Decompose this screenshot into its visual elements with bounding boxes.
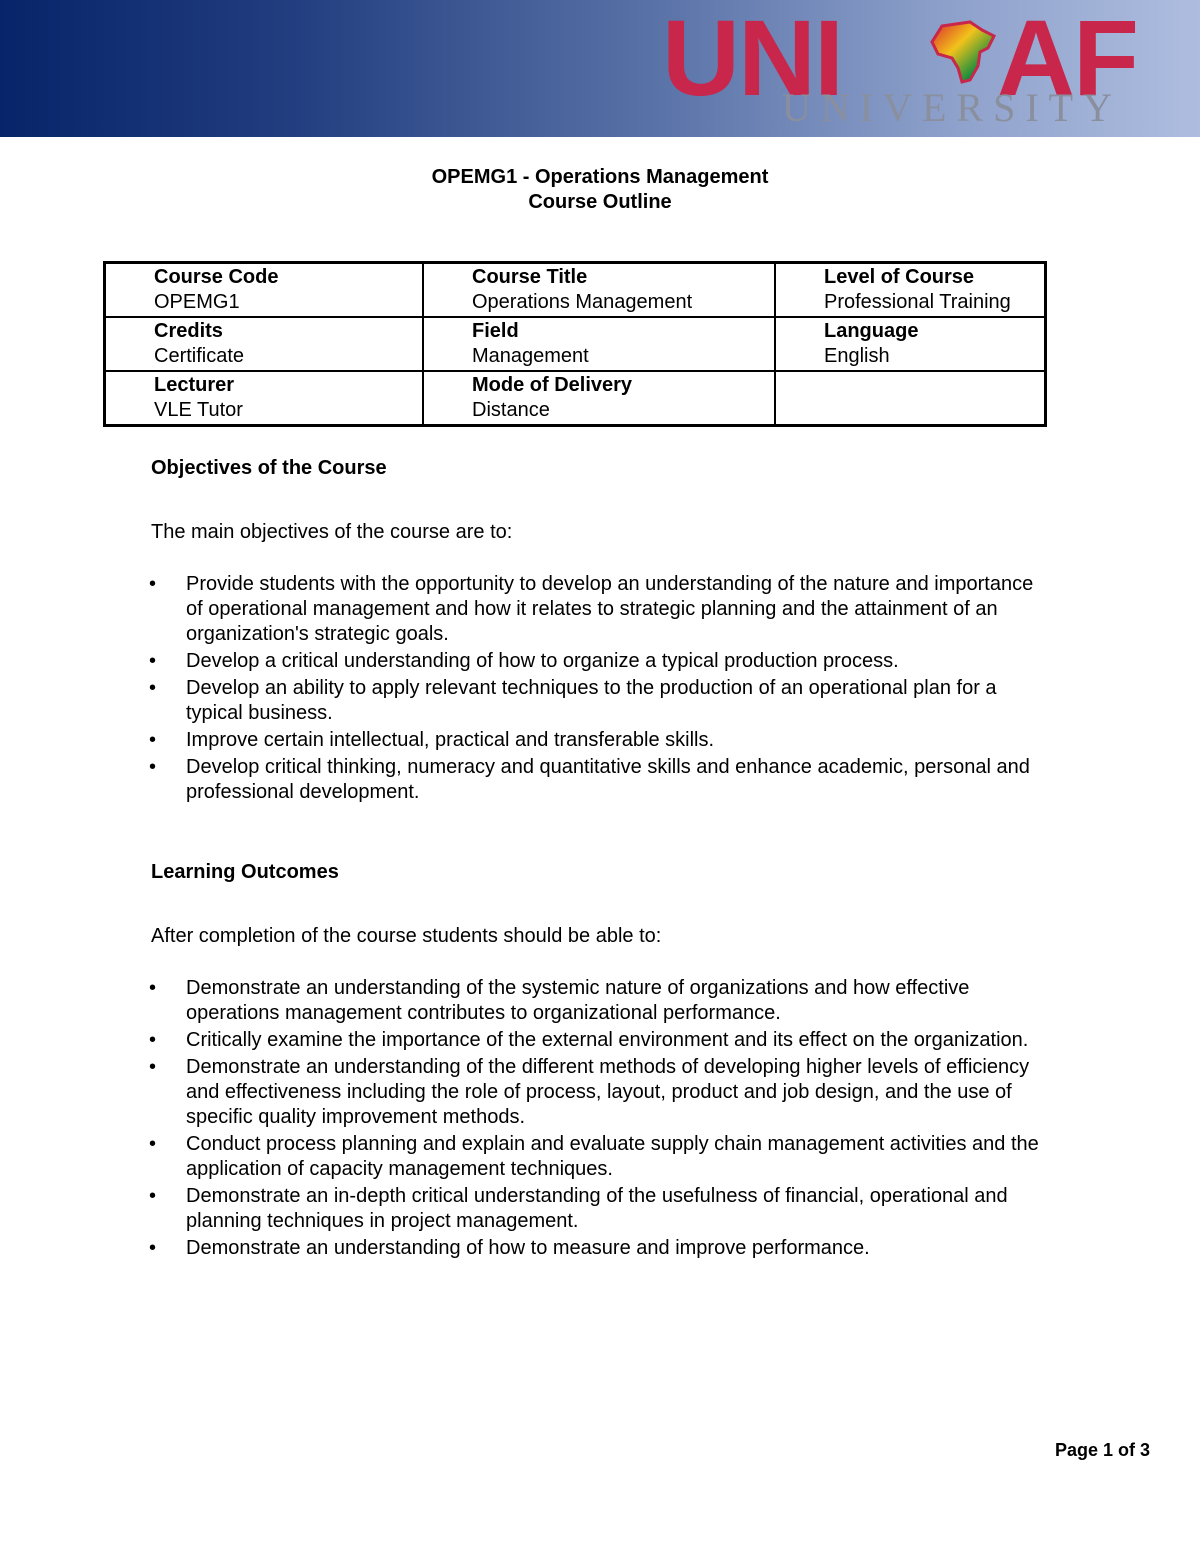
course-info-table (103, 261, 1047, 427)
document-subtitle: Course Outline (528, 191, 672, 213)
list-item-text: Demonstrate an understanding of how to measure and improve performance. (186, 1237, 870, 1259)
list-item-text: Develop critical thinking, numeracy and quantitative skills and enhance academic, personal and professional development. (186, 756, 1030, 803)
list-item (151, 1055, 1051, 1130)
header-band (0, 0, 1200, 137)
cell-label: Mode of Delivery (472, 374, 633, 396)
table-cell (775, 263, 1046, 318)
table-cell (423, 263, 775, 318)
list-item (151, 1132, 1051, 1182)
outcomes-list (151, 976, 1051, 1263)
logo-subtext: UNIVERSITY (782, 85, 1122, 130)
list-item-text: Develop an ability to apply relevant techniques to the production of an operational plan for a typical business. (186, 677, 997, 724)
bullet-icon: • (149, 1185, 157, 1207)
table-cell (423, 317, 775, 371)
table-row (105, 263, 1046, 318)
logo-text-right: AF (997, 0, 1137, 118)
cell-label: Course Code (154, 266, 279, 288)
list-item-text: Provide students with the opportunity to develop an understanding of the nature and importance of operational management and how it relates to strategic planning and the attainment of an organization's strategic goals. (186, 573, 1034, 645)
university-logo (662, 0, 1142, 130)
bullet-icon: • (149, 1029, 157, 1051)
cell-label: Course Title (472, 266, 588, 288)
list-item-text: Improve certain intellectual, practical and transferable skills. (186, 729, 715, 751)
list-item (151, 976, 1051, 1026)
table-row (105, 371, 1046, 426)
cell-value: OPEMG1 (154, 291, 240, 313)
africa-map-icon (924, 18, 1004, 88)
section-heading: Learning Outcomes (151, 861, 339, 883)
bullet-icon: • (149, 1056, 157, 1078)
cell-label: Level of Course (824, 266, 975, 288)
cell-value: Certificate (154, 345, 245, 367)
bullet-icon: • (149, 677, 157, 699)
table-cell (775, 317, 1046, 371)
list-item (151, 572, 1051, 647)
bullet-icon: • (149, 756, 157, 778)
logo-text-left: UNI (662, 0, 842, 118)
list-item-text: Develop a critical understanding of how to organize a typical production process. (186, 650, 899, 672)
cell-value: Distance (472, 399, 550, 421)
bullet-icon: • (149, 1133, 157, 1155)
list-item (151, 1028, 1051, 1053)
cell-value: Professional Training (824, 291, 1011, 313)
list-item-text: Conduct process planning and explain and evaluate supply chain management activities and the application of capacity management techniques. (186, 1133, 1039, 1180)
cell-value: Operations Management (472, 291, 693, 313)
bullet-icon: • (149, 977, 157, 999)
cell-value: VLE Tutor (154, 399, 243, 421)
cell-label: Language (824, 320, 919, 342)
list-item (151, 649, 1051, 674)
cell-label: Field (472, 320, 519, 342)
list-item (151, 1236, 1051, 1261)
list-item (151, 755, 1051, 805)
bullet-icon: • (149, 650, 157, 672)
table-cell (775, 371, 1046, 426)
objectives-heading (151, 456, 1051, 481)
table-row (105, 317, 1046, 371)
table-cell (105, 263, 424, 318)
page-number: Page 1 of 3 (1054, 1440, 1150, 1460)
bullet-icon: • (149, 729, 157, 751)
bullet-icon: • (149, 1237, 157, 1259)
table-cell (105, 371, 424, 426)
list-item-text: Demonstrate an understanding of the systemic nature of organizations and how effective operations management contributes to organizational performance. (186, 977, 970, 1024)
list-item-text: Demonstrate an understanding of the different methods of developing higher levels of efficiency and effectiveness including the role of process, layout, product and job design, and the use of specific quality improvement methods. (186, 1056, 1030, 1128)
cell-label: Lecturer (154, 374, 235, 396)
list-item (151, 1184, 1051, 1234)
document-title: OPEMG1 - Operations Management (431, 166, 769, 188)
objectives-list (151, 572, 1051, 807)
table-cell (105, 317, 424, 371)
outcomes-heading (151, 860, 1051, 885)
cell-value: English (824, 345, 890, 367)
bullet-icon: • (149, 573, 157, 595)
list-item (151, 728, 1051, 753)
list-item-text: Critically examine the importance of the external environment and its effect on the organization. (186, 1029, 1029, 1051)
outcomes-intro: After completion of the course students should be able to: (151, 925, 662, 947)
cell-value: Management (472, 345, 589, 367)
list-item-text: Demonstrate an in-depth critical understanding of the usefulness of financial, operational and planning techniques in project management. (186, 1185, 1008, 1232)
table-cell (423, 371, 775, 426)
list-item (151, 676, 1051, 726)
objectives-intro: The main objectives of the course are to: (151, 521, 513, 543)
section-heading: Objectives of the Course (151, 457, 387, 479)
cell-label: Credits (154, 320, 223, 342)
